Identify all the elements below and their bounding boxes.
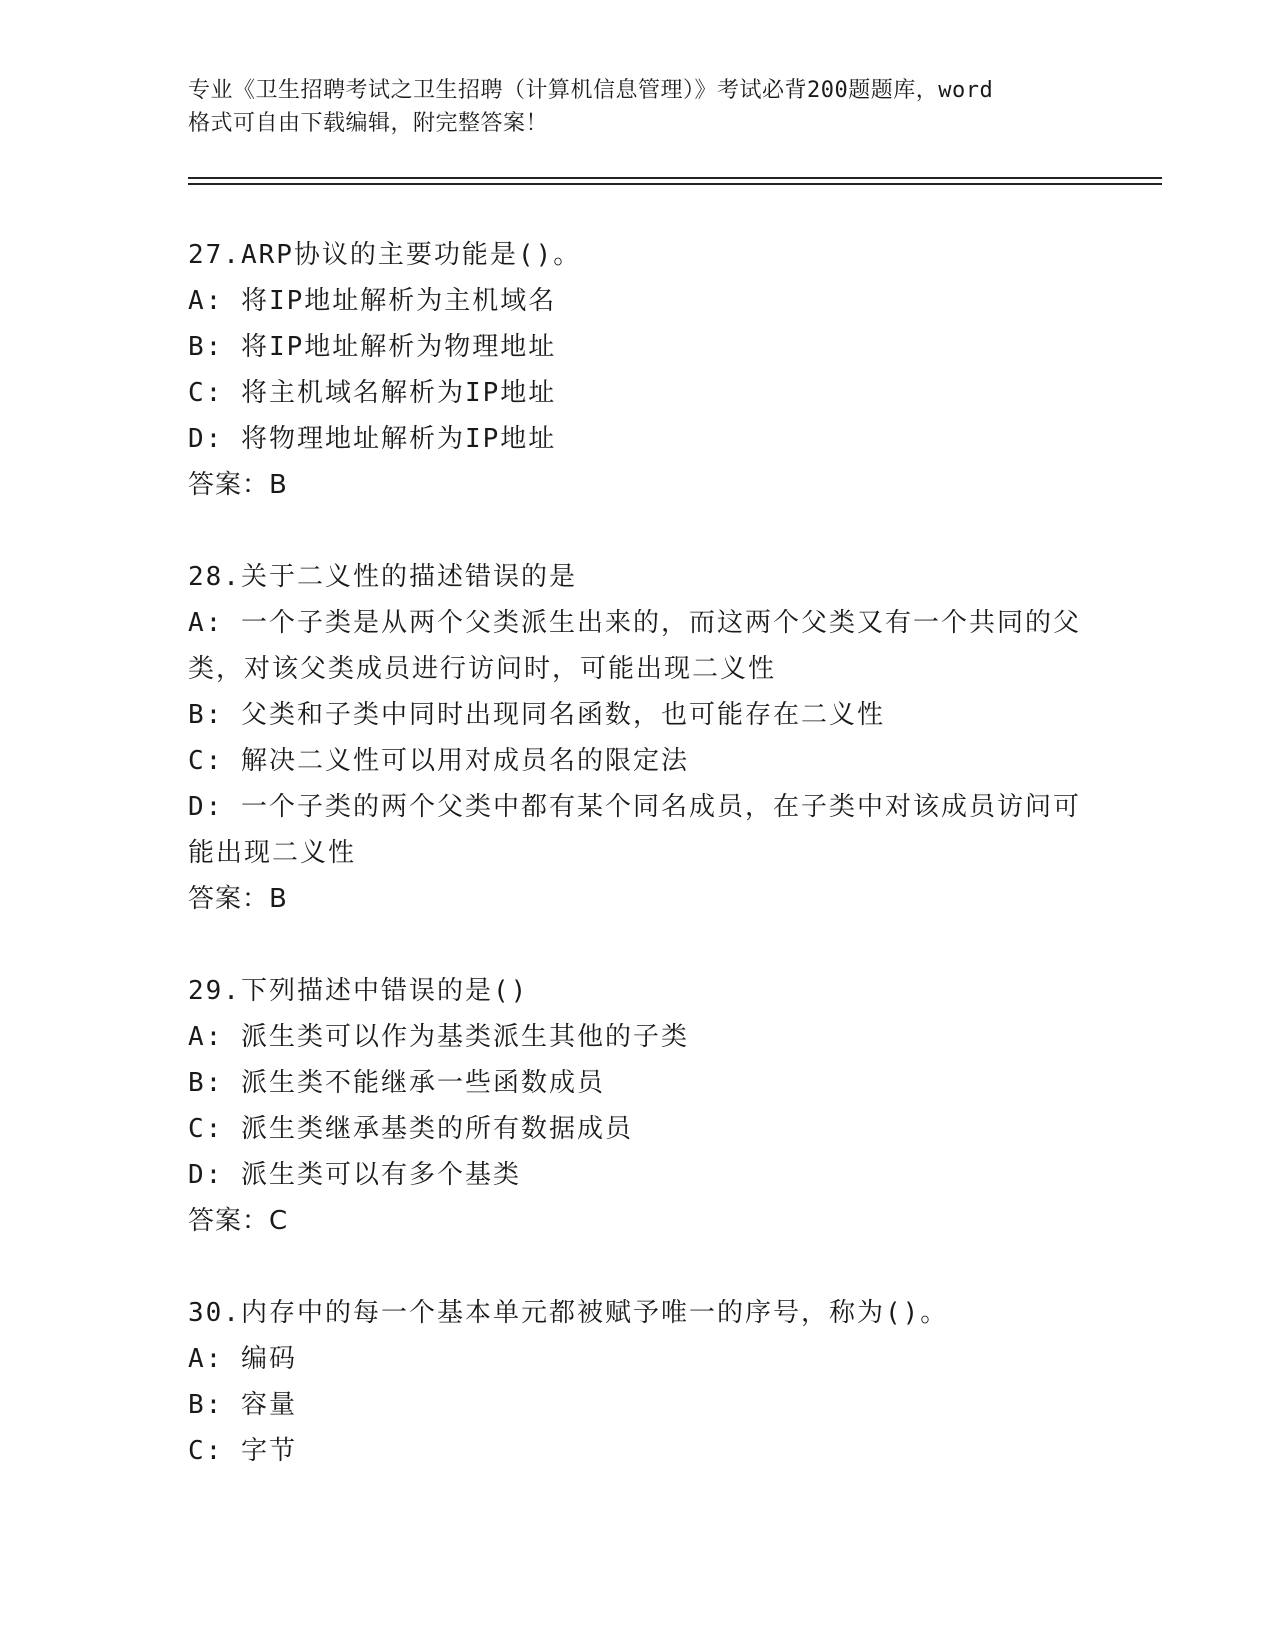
header-title-line-1: 专业《卫生招聘考试之卫生招聘（计算机信息管理）》考试必背200题题库，word (188, 78, 994, 103)
option-d: D: 将物理地址解析为IP地址 (188, 424, 557, 454)
document-header (188, 74, 1088, 140)
option-a: A: 将IP地址解析为主机域名 (188, 286, 557, 316)
header-divider-top (188, 177, 1162, 179)
option-a: A: 编码 (188, 1344, 297, 1374)
option-c: C: 派生类继承基类的所有数据成员 (188, 1114, 633, 1144)
question-stem: 29.下列描述中错误的是() (188, 976, 529, 1006)
question-stem: 27.ARP协议的主要功能是()。 (188, 240, 582, 270)
question-gap (188, 922, 1088, 968)
question-stem: 30.内存中的每一个基本单元都被赋予唯一的序号，称为()。 (188, 1298, 949, 1328)
header-title-line-2: 格式可自由下载编辑，附完整答案！ (188, 111, 549, 136)
option-a: A: 派生类可以作为基类派生其他的子类 (188, 1022, 689, 1052)
answer: 答案：B (188, 470, 288, 500)
option-d: D: 一个子类的两个父类中都有某个同名成员，在子类中对该成员访问可能出现二义性 (188, 792, 1081, 868)
question-30 (188, 1290, 1088, 1474)
option-b: B: 容量 (188, 1390, 297, 1420)
option-b: B: 派生类不能继承一些函数成员 (188, 1068, 605, 1098)
answer: 答案：C (188, 1206, 289, 1236)
option-c: C: 将主机域名解析为IP地址 (188, 378, 557, 408)
option-a: A: 一个子类是从两个父类派生出来的，而这两个父类又有一个共同的父类，对该父类成员进行访问时，可能出现二义性 (188, 608, 1081, 684)
question-stem: 28.关于二义性的描述错误的是 (188, 562, 577, 592)
question-gap (188, 1244, 1088, 1290)
answer: 答案：B (188, 884, 288, 914)
question-gap (188, 508, 1088, 554)
option-b: B: 将IP地址解析为物理地址 (188, 332, 557, 362)
option-c: C: 解决二义性可以用对成员名的限定法 (188, 746, 689, 776)
question-29 (188, 968, 1088, 1244)
question-list (188, 232, 1088, 1474)
question-28 (188, 554, 1088, 922)
header-divider-bottom (188, 183, 1162, 185)
question-27 (188, 232, 1088, 508)
option-c: C: 字节 (188, 1436, 297, 1466)
option-b: B: 父类和子类中同时出现同名函数，也可能存在二义性 (188, 700, 885, 730)
option-d: D: 派生类可以有多个基类 (188, 1160, 521, 1190)
